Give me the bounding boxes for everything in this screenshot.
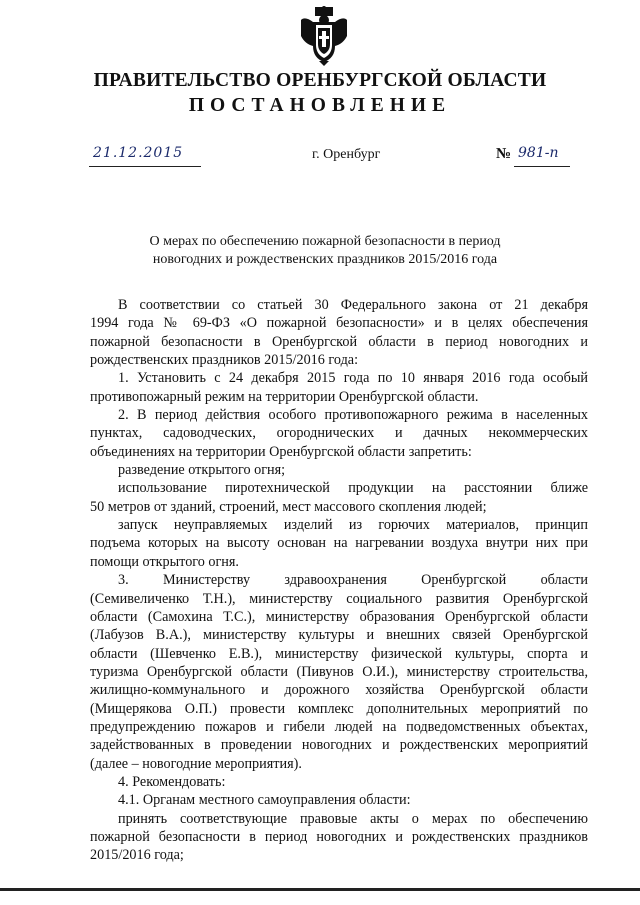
body-text-line: В соответствии со статьей 30 Федерального закона от 21 декабря [118,297,588,313]
body-text-line: противопожарный режим на территории Оренбургской области. [90,388,479,405]
body-text-line: запуск неуправляемых изделий из горючих материалов, принцип [118,517,588,534]
handwritten-number: 981-п [518,145,559,161]
body-text-line: 2. В период действия особого противопожарного режима в населенных [118,407,588,424]
number-field [514,142,570,167]
body-text-line: 50 метров от зданий, строений, мест массового скопления людей; [90,498,487,515]
city-label: г. Оренбург [312,147,381,162]
body-text-line: 1994 года № 69-ФЗ «О пожарной безопасности» и в целях обеспечения [90,315,588,332]
subject-line: О мерах по обеспечению пожарной безопасности в период [149,234,501,249]
body-text-line: области (Самохина Т.С.), министерству образования Оренбургской области [90,608,588,625]
body-text-line: (Лабузов В.А.), министерству культуры и внешних связей Оренбургской [90,627,588,644]
coat-of-arms-icon [299,6,349,66]
body-text-line: 3. Министерству здравоохранения Оренбургской области [118,572,588,589]
organization-title: ПРАВИТЕЛЬСТВО ОРЕНБУРГСКОЙ ОБЛАСТИ [93,70,547,91]
body-text-line: объединениях на территории Оренбургской области запретить: [90,443,472,460]
body-text-line: пожарной безопасности в Оренбургской области в период новогодних и [90,333,588,350]
date-field [89,142,201,167]
body-text-line: 2015/2016 года; [90,847,184,864]
body-text-line: использование пиротехнической продукции на расстоянии ближе [118,480,588,497]
body-text-line: туризма Оренбургской области (Пивунов О.И.), министерству строительства, [90,663,588,680]
body-text-line: предупреждению пожаров и гибели людей на подведомственных объектах, [90,718,588,735]
body-text-line: пожарной безопасности в период новогодних и рождественских праздников [90,828,588,845]
body-text-line: 1. Установить с 24 декабря 2015 года по 10 января 2016 года особый [118,370,588,387]
body-text-line: помощи открытого огня. [90,553,239,570]
body-text-line: задействованных в проведении новогодних и рождественских мероприятий [90,737,588,754]
bottom-divider [0,888,640,891]
body-text-line: разведение открытого огня; [118,462,286,479]
handwritten-date: 21.12.2015 [93,145,184,161]
body-text-line: (Семивеличенко Т.Н.), министерству социального развития Оренбургской [90,590,588,607]
body-text-line: рождественских праздников 2015/2016 года: [90,352,359,369]
document-subject [90,233,560,269]
body-text-line: жилищно-коммунального и дорожного хозяйства Оренбургской области [90,682,588,699]
body-text-line: подъема которых на высоту основан на нагревании воздуха внутри них при [90,535,588,552]
body-text-line: области (Шевченко Е.В.), министерству физической культуры, спорта и [90,645,588,662]
subject-line: новогодних и рождественских праздников 2015/2016 года [152,252,498,267]
body-text-line: (далее – новогодние мероприятия). [90,755,302,772]
number-sign: № [496,146,512,162]
body-text-line: 4. Рекомендовать: [118,773,226,790]
body-text-line: 4.1. Органам местного самоуправления области: [118,792,411,809]
document-body [90,296,588,865]
body-text-line: пунктах, садоводческих, огороднических и дачных некоммерческих [90,425,588,442]
body-text-line: (Мищерякова О.П.) провести комплекс дополнительных мероприятий по [90,700,588,717]
document-type-title: ПОСТАНОВЛЕНИЕ [188,95,452,116]
body-text-line: принять соответствующие правовые акты о мерах по обеспечению [118,810,588,827]
